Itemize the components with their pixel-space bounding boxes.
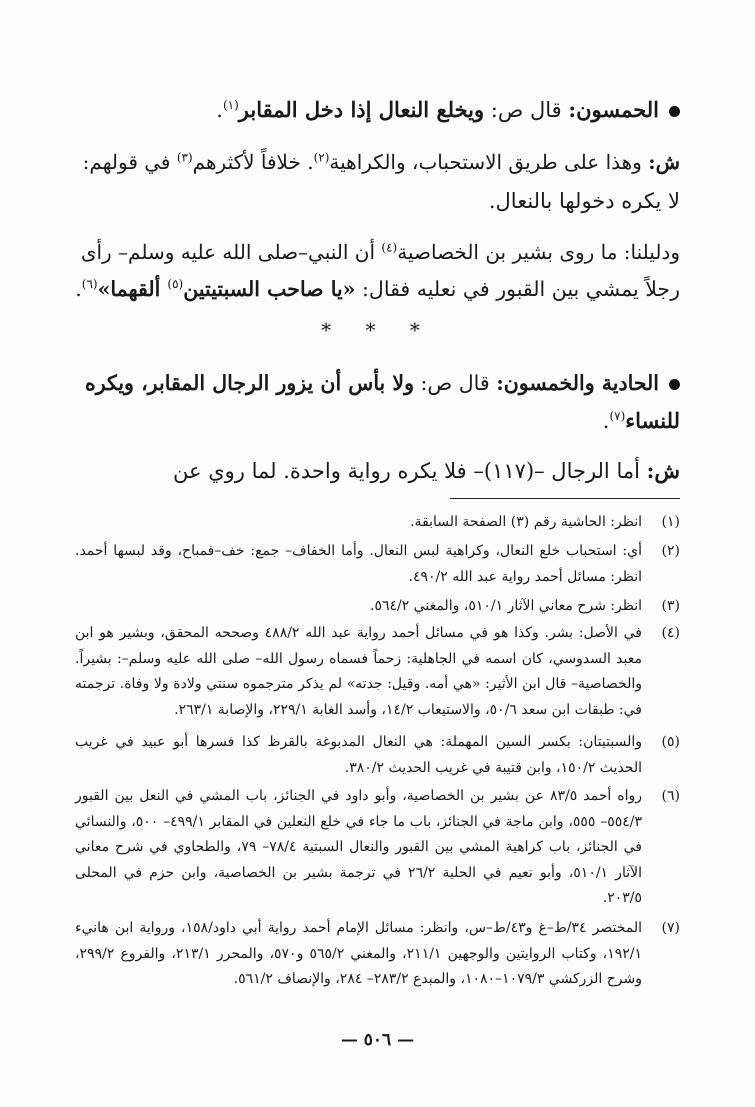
page-number: — ٥٠٦ — <box>340 1030 415 1050</box>
footnote-7 <box>75 916 680 993</box>
line-7: للنساء$^{(٧)}$. <box>602 408 680 433</box>
line-1: الحمسون: قال ص: ويخلع النعال إذا دخل المقابر$^{(١)}$. <box>75 95 680 125</box>
footnote-text: في الأصل: بشر. وكذا هو في مسائل أحمد رواية عبد الله ٤٨٨/٢ وصححه المحقق، وبشير هو ابن معبد السدوسي، كان اسمه في الجاهلية: زحماً فسماه رسول الله– صلى الله عليه وسلم–: بشيراً. والخصاصية– قال ابن الأثير: «هي أمه. وقيل: جدته» لم يذكر مترجموه سنتي ولادة ولا وفاة. ترجمته في: طبقات ابن سعد ٥٠/٦، والاستيعاب ١٤/٢، وأسد الغابة ٢٢٩/١، والإصابة ٢٦٣/١. <box>75 625 643 718</box>
issue-label: الحادية والخمسون: <box>496 371 659 395</box>
text: وهذا على طريق الاستحباب، والكراهية <box>329 150 649 174</box>
line-4 <box>75 237 680 267</box>
footnote-2 <box>75 539 680 590</box>
bullet-icon <box>669 379 680 390</box>
hadith-quote: ألقهما» <box>97 277 168 301</box>
footnote-text: أي: استحباب خلع النعال، وكراهية لبس النعال. وأما الخفاف– جمع: خف–فمباح، وقد لبسها أحمد. انظر: مسائل أحمد رواية عبد الله ٤٩٠/٢. <box>75 543 642 585</box>
footnote-number: (٢) <box>661 543 680 559</box>
note-ref: (٦) <box>81 277 98 292</box>
text: . خلافاً لأكثرهم <box>192 150 314 174</box>
note-ref: (٣) <box>176 150 193 165</box>
text: أما الرجال –(١١٧)– فلا يكره رواية واحدة. لما روي عن <box>173 459 647 483</box>
issue-label: الحمسون: <box>568 97 659 122</box>
text: في قولهم: <box>82 150 177 174</box>
issue-text: ويخلع النعال إذا دخل المقابر <box>238 97 485 122</box>
note-ref: (١) <box>222 98 239 112</box>
text: رجلاً يمشي بين القبور في نعليه فقال: <box>355 277 680 301</box>
footnote-divider <box>450 498 680 499</box>
line-3 <box>75 186 680 216</box>
text: ودليلنا: ما روى بشير بن الخصاصية <box>397 240 680 264</box>
text: أن النبي–صلى الله عليه وسلم– رأى <box>80 240 382 264</box>
sharh-label: ش: <box>646 458 680 483</box>
footnote-number: (٣) <box>661 598 680 614</box>
footnote-3 <box>75 594 680 620</box>
issue-text: للنساء <box>625 408 680 433</box>
separator-stars: * * * <box>321 318 434 342</box>
footnote-text: انظر: الحاشية رقم (٣) الصفحة السابقة. <box>410 514 642 530</box>
footnote-text: المختصر ٣٤/ط–غ و٤٣/ط–س، وانظر: مسائل الإمام أحمد رواية أبي داود/١٥٨، ورواية ابن هانيء ١٩٢/١، وكتاب الروايتين والوجهين ٢١١/١، والمغني ٥٦٥/٢ و٥٧٠، والمحرر ٢١٣/١، والفروع ٢٩٩/٢، وشرح الزركشي ١٠٧٩/٣–١٠٨٠، والمبدع ٢٨٣/٢– ٢٨٤، والإنصاف ٥٦١/٢. <box>75 920 643 987</box>
footnote-text: والسبتيتان: بكسر السين المهملة: هي النعال المدبوغة بالقرظ كذا فسرها أبو عبيد في غريب الحديث ١٥٠/٢، وابن قتيبة في غريب الحديث ٣٨٠/٢. <box>75 734 642 776</box>
qal-text: قال ص: <box>414 371 497 395</box>
footnote-number: (٥) <box>661 734 680 750</box>
footnote-5 <box>75 730 680 781</box>
line-2 <box>75 147 680 177</box>
footnote-text: انظر: شرح معاني الآثار ٥١٠/١، والمغني ٥٦٤/٢. <box>369 598 642 614</box>
issue-text: ولا بأس أن يزور الرجال المقابر، ويكره <box>84 371 414 395</box>
note-ref: (٢) <box>313 150 330 165</box>
footnote-text: رواه أحمد ٨٣/٥ عن بشير بن الخصاصية، وأبو داود في الجنائز، باب المشي في النعل بين القبور ٥٥٤/٣– ٥٥٥، وابن ماجة في الجنائز، باب ما جاء في خلع النعلين في المقابر ٤٩٩/١– ٥٠٠، والنسائي في الجنائز، باب كراهية المشي بين القبور والنعال السبتية ٧٨/٤– ٧٩، والطحاوي في شرح معاني الآثار ٥١٠/١، وأبو نعيم في الحلية ٢٦/٢ في ترجمة بشير بن الخصاصية، وابن حزم في المحلى ٢٠٣/٥. <box>75 788 643 906</box>
footnote-number: (١) <box>661 514 680 530</box>
line-8 <box>75 456 680 486</box>
footnote-number: (٤) <box>661 625 680 641</box>
text: لا يكره دخولها بالنعال. <box>488 189 680 213</box>
bullet-icon <box>669 106 680 117</box>
footnote-6 <box>75 784 680 912</box>
footnote-1 <box>75 510 680 536</box>
footnote-4 <box>75 621 680 723</box>
sharh-label: ش: <box>648 150 680 174</box>
footnote-number: (٦) <box>661 788 680 804</box>
note-ref: (٧) <box>609 409 626 423</box>
line-5: رجلاً يمشي بين القبور في نعليه فقال: «يا صاحب السبتيتين$^{(٥)}$ ألقهما»$^{(٦)}$. <box>75 277 680 301</box>
qal-text: قال ص: <box>484 98 569 122</box>
footnote-number: (٧) <box>661 920 680 936</box>
hadith-quote: «يا صاحب السبتيتين <box>183 277 356 301</box>
note-ref: (٥) <box>167 277 184 292</box>
note-ref: (٤) <box>381 240 398 255</box>
line-6 <box>75 368 680 398</box>
